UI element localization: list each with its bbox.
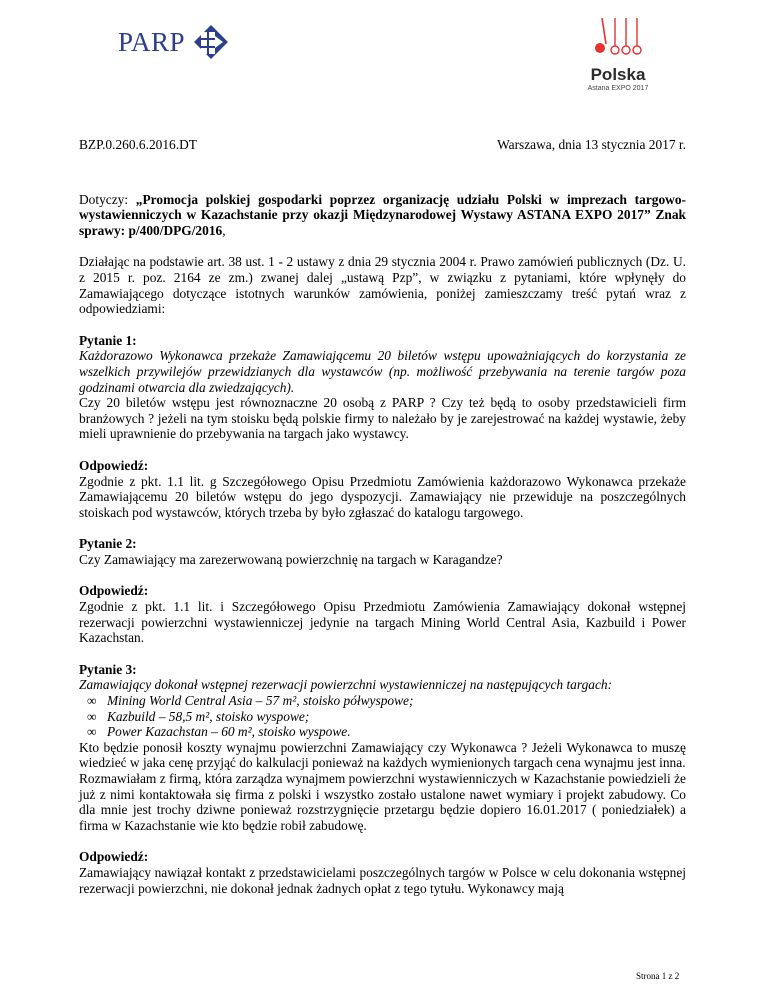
reference-number: BZP.0.260.6.2016.DT — [79, 137, 197, 152]
polska-logo-subtitle: Astana EXPO 2017 — [587, 85, 649, 92]
polska-expo-logo — [578, 16, 658, 92]
bullet-mark: ∞ — [87, 724, 97, 740]
answer-3-title: Odpowiedź: — [79, 849, 149, 865]
document-header — [79, 137, 686, 153]
question-1-title: Pytanie 1: — [79, 332, 137, 348]
question-3-title: Pytanie 3: — [79, 661, 137, 677]
question-1-text: Czy 20 biletów wstępu jest równoznaczne 20 osobą z PARP ? Czy też będą to osoby przedstawicieli firm branżowych ? jeżeli na tym stoisku będą polskie firmy to należało by je zarejestrować na każdej wystawie, żeby mieli uprawnienie do przebywania na targach jako wystawcy. — [79, 395, 686, 442]
answer-2-text: Zgodnie z pkt. 1.1 lit. i Szczegółowego Opisu Przedmiotu Zamówienia Zamawiający dokonał wstępnej rezerwacji powierzchni wystawienniczej jedynie na targach Mining World Central Asia, Kazbuild i Power Kazachstan. — [79, 599, 686, 646]
question-2-text: Czy Zamawiający ma zarezerwowaną powierzchnię na targach w Karagandze? — [79, 551, 503, 567]
subject-paragraph — [79, 192, 686, 239]
fair-list — [79, 693, 686, 740]
answer-1-text: Zgodnie z pkt. 1.1 lit. g Szczegółowego Opisu Przedmiotu Zamówienia każdorazowo Wykonawca przekaże Zamawiającemu 20 biletów wstępu do jego dyspozycji. Zamawiający nie przewiduje na poszczególnych stoiskach pod wystawców, których trzeba by było zgłaszać do katalogu targowego. — [79, 473, 686, 520]
question-1-quote: Każdorazowo Wykonawca przekaże Zamawiającemu 20 biletów wstępu upoważniających do korzystania ze wszelkich przywilejów przewidzianych dla wystawców (np. możliwość przebywania na terenie targów poza godzinami otwarcia dla zwiedzających). — [79, 348, 686, 395]
place-date: Warszawa, dnia 13 stycznia 2017 r. — [497, 137, 686, 152]
page-number: Strona 1 z 2 — [636, 971, 680, 981]
bullet-mark: ∞ — [87, 693, 97, 709]
question-3-text-1: Kto będzie ponosił koszty wynajmu powierzchni Zamawiający czy Wykonawca ? Jeżeli Wykonawca to muszę wiedzieć w jaka cenę przyjąć do kalkulacji ponieważ na każdych wymienionych targach cena wynajmu jest inna. — [79, 739, 686, 771]
question-3-quote: Zamawiający dokonał wstępnej rezerwacji powierzchni wystawienniczej na następujących targach: — [79, 677, 613, 693]
answer-1-title: Odpowiedź: — [79, 457, 149, 473]
answer-3-text: Zamawiający nawiązał kontakt z przedstawicielami poszczególnych targów w Polsce w celu dokonania wstępnej rezerwacji powierzchni, nie dokonał jednak żadnych opłat z tego tytułu. Wykonawcy mają — [79, 864, 686, 896]
subject-text: „Promocja polskiej gospodarki poprzez organizację udziału Polski w imprezach targowo-wystawienniczych w Kazachstanie przy okazji Międzynarodowej Wystawy ASTANA EXPO 2017” Znak sprawy: p/400/DPG/2016 — [79, 191, 686, 238]
answer-2-title: Odpowiedź: — [79, 583, 149, 599]
expo-pendulum-icon — [588, 16, 648, 60]
question-3-text-2: Rozmawiałam z firmą, która zarządza wynajmem powierzchni wystawienniczych w Kazachstanie powiedzieli że już z nimi kontaktowała się firma z polski i wszystko zostało ustalone nawet wymiary i projekt zabudowy. Co dla mnie jest trochy dziwne ponieważ rozstrzygnięcie przetargu będzie dopiero 16.01.2017 ( poniedziałek) a firma w Kazachstanie wie kto będzie robił zabudowę. — [79, 771, 686, 833]
parp-logo — [118, 24, 229, 60]
subject-tail: , — [222, 222, 226, 238]
list-item: ∞ Kazbuild – 58,5 m², stoisko wyspowe; — [87, 708, 310, 724]
document-body — [79, 137, 686, 896]
intro-paragraph: Działając na podstawie art. 38 ust. 1 - 2 ustawy z dnia 29 stycznia 2004 r. Prawo zamówień publicznych (Dz. U. z 2015 r. poz. 2164 ze zm.) zwanej dalej „ustawą Pzp”, w związku z pytaniami, które wpłynęły do Zamawiającego dotyczące istotnych warunków zamówienia, poniżej zamieszczamy treść pytań wraz z odpowiedziami: — [79, 254, 686, 317]
parp-diamond-icon — [193, 24, 229, 60]
list-item: ∞ Mining World Central Asia – 57 m², stoisko półwyspowe; — [87, 693, 414, 709]
subject-label: Dotyczy: — [79, 191, 136, 207]
parp-logo-text: PARP — [118, 26, 186, 57]
question-2-title: Pytanie 2: — [79, 536, 137, 552]
polska-logo-name: Polska — [590, 65, 646, 84]
bullet-mark: ∞ — [87, 708, 97, 724]
list-item: ∞ Power Kazachstan – 60 m², stoisko wyspowe. — [87, 724, 351, 740]
